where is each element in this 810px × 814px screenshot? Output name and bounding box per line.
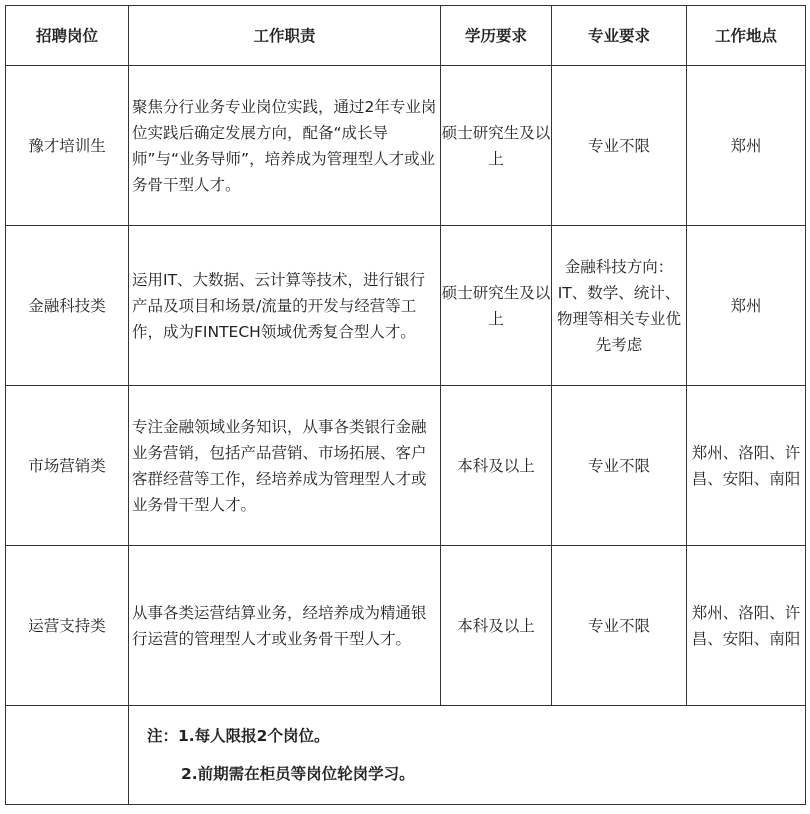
cell-major: 专业不限: [552, 386, 687, 546]
header-position: 招聘岗位: [6, 6, 129, 66]
header-location: 工作地点: [687, 6, 806, 66]
cell-education: 硕士研究生及以上: [441, 66, 552, 226]
cell-location: 郑州: [687, 66, 806, 226]
cell-education: 硕士研究生及以上: [441, 226, 552, 386]
cell-location: 郑州、洛阳、许昌、安阳、南阳: [687, 386, 806, 546]
note-line-2: 2.前期需在柜员等岗位轮岗学习。: [181, 765, 415, 783]
cell-position: 市场营销类: [6, 386, 129, 546]
cell-major: 专业不限: [552, 546, 687, 706]
note-row: [6, 706, 806, 805]
table-row: [6, 546, 806, 706]
header-duty: 工作职责: [129, 6, 441, 66]
cell-major: 专业不限: [552, 66, 687, 226]
cell-education: 本科及以上: [441, 386, 552, 546]
cell-duty: 从事各类运营结算业务，经培养成为精通银行运营的管理型人才或业务骨干型人才。: [129, 546, 441, 706]
cell-education: 本科及以上: [441, 546, 552, 706]
header-major: 专业要求: [552, 6, 687, 66]
table-row: [6, 386, 806, 546]
table-row: [6, 226, 806, 386]
notes-cell: [129, 706, 806, 805]
cell-location: 郑州、洛阳、许昌、安阳、南阳: [687, 546, 806, 706]
note-empty-cell: [6, 706, 129, 805]
cell-duty: 运用IT、大数据、云计算等技术，进行银行产品及项目和场景/流量的开发与经营等工作，成为FINTECH领域优秀复合型人才。: [129, 226, 441, 386]
table-row: [6, 66, 806, 226]
recruitment-table: [5, 5, 806, 805]
cell-position: 运营支持类: [6, 546, 129, 706]
header-education: 学历要求: [441, 6, 552, 66]
cell-major: 金融科技方向：IT、数学、统计、物理等相关专业优先考虑: [552, 226, 687, 386]
cell-duty: 聚焦分行业务专业岗位实践，通过2年专业岗位实践后确定发展方向，配备“成长导师”与“业务导师”，培养成为管理型人才或业务骨干型人才。: [129, 66, 441, 226]
cell-location: 郑州: [687, 226, 806, 386]
note-line-1: 注：1.每人限报2个岗位。: [147, 727, 330, 745]
header-row: [6, 6, 806, 66]
cell-duty: 专注金融领域业务知识，从事各类银行金融业务营销，包括产品营销、市场拓展、客户客群经营等工作，经培养成为管理型人才或业务骨干型人才。: [129, 386, 441, 546]
cell-position: 豫才培训生: [6, 66, 129, 226]
cell-position: 金融科技类: [6, 226, 129, 386]
